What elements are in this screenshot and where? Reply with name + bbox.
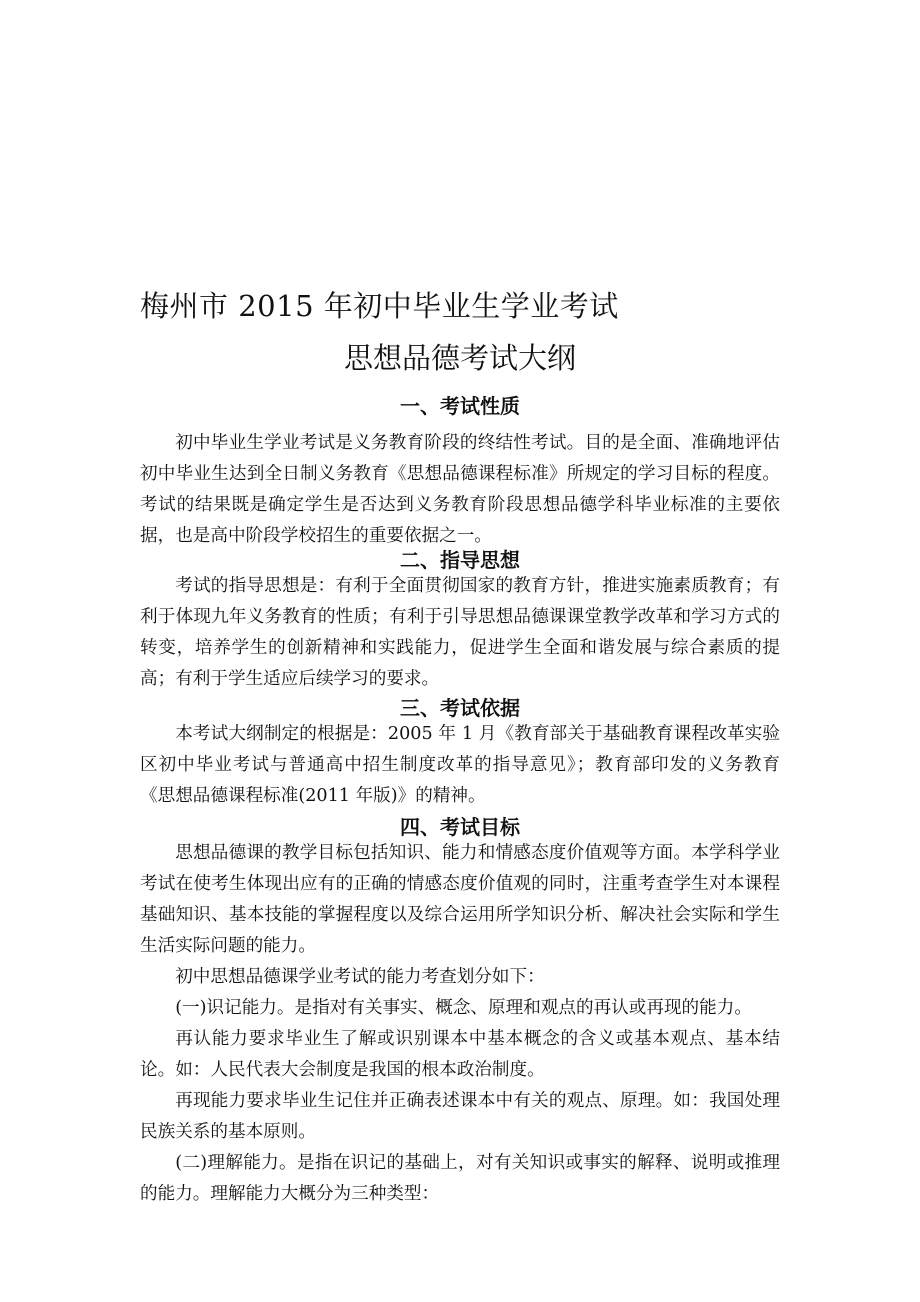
section-heading-4: 四、考试目标 [400, 815, 520, 839]
section-3-paragraph-1: 本考试大纲制定的根据是：2005 年 1 月《教育部关于基础教育课程改革实验区初中毕业考试与普通高中招生制度改革的指导意见》；教育部印发的义务教育《思想品德课程标准(2011 年版)》的精神。 [140, 724, 780, 806]
section-4-paragraph-2: 初中思想品德课学业考试的能力考查划分如下： [175, 967, 545, 987]
section-2-paragraph-1: 考试的指导思想是：有利于全面贯彻国家的教育方针，推进实施素质教育；有利于体现九年义务教育的性质；有利于引导思想品德课课堂教学改革和学习方式的转变，培养学生的创新精神和实践能力，促进学生全面和谐发展与综合素质的提高；有利于学生适应后续学习的要求。 [140, 576, 780, 689]
document-subtitle: 思想品德考试大纲 [343, 341, 576, 375]
section-4-paragraph-6: (二)理解能力。是指在识记的基础上，对有关知识或事实的解释、说明或推理的能力。理解能力大概分为三种类型： [140, 1153, 780, 1204]
section-heading-3: 三、考试依据 [400, 696, 520, 720]
document-title: 梅州市 2015 年初中毕业生学业考试 [140, 289, 619, 323]
section-4-paragraph-3: (一)识记能力。是指对有关事实、概念、原理和观点的再认或再现的能力。 [175, 998, 752, 1018]
section-1-paragraph-1: 初中毕业生学业考试是义务教育阶段的终结性考试。目的是全面、准确地评估初中毕业生达到全日制义务教育《思想品德课程标准》所规定的学习目标的程度。考试的结果既是确定学生是否达到义务教育阶段思想品德学科毕业标准的主要依据，也是高中阶段学校招生的重要依据之一。 [140, 433, 780, 546]
section-heading-1: 一、考试性质 [400, 394, 520, 418]
section-heading-2: 二、指导思想 [400, 548, 520, 572]
section-4-paragraph-5: 再现能力要求毕业生记住并正确表述课本中有关的观点、原理。如：我国处理民族关系的基本原则。 [140, 1091, 780, 1142]
section-4-paragraph-4: 再认能力要求毕业生了解或识别课本中基本概念的含义或基本观点、基本结论。如：人民代表大会制度是我国的根本政治制度。 [140, 1029, 780, 1080]
section-4-paragraph-1: 思想品德课的教学目标包括知识、能力和情感态度价值观等方面。本学科学业考试在使考生体现出应有的正确的情感态度价值观的同时，注重考查学生对本课程基础知识、基本技能的掌握程度以及综合运用所学知识分析、解决社会实际和学生生活实际问题的能力。 [140, 843, 780, 956]
